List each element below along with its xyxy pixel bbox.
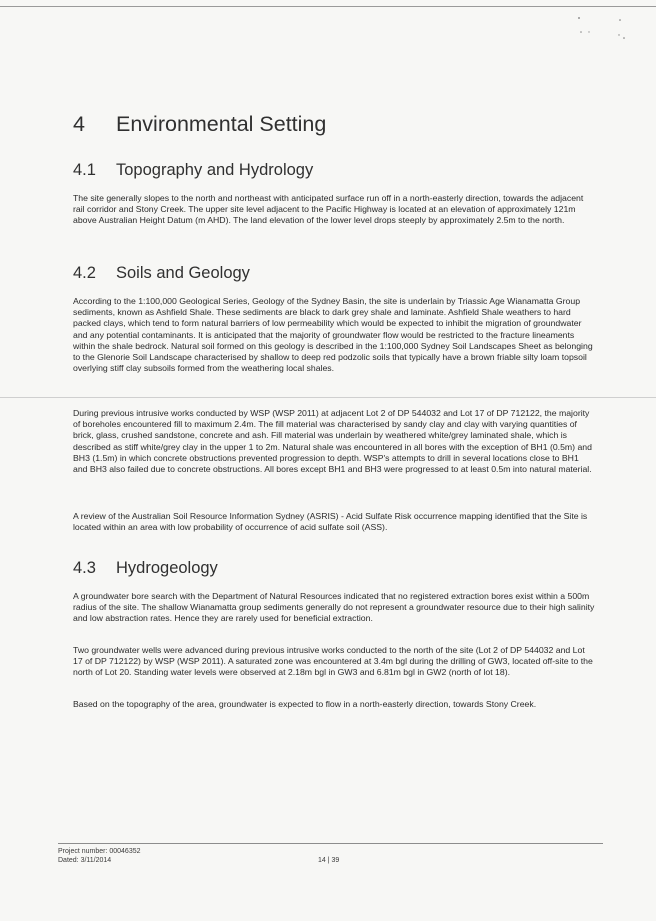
paragraph-topography: The site generally slopes to the north and northeast with anticipated surface run off in a north-easterly direction, towards the adjacent rail corridor and Stony Creek. The upper site level adjacent to the Pacific Highway is located at an elevation of approximately 121m above Australian Height Datum (m AHD). The land elevation of the lower level drops steeply by approximately 2.5m to the north.: [73, 193, 584, 226]
footer-info: [58, 847, 141, 865]
date-stamp: Dated: 3/11/2014: [58, 857, 112, 864]
section-number: 4.1: [73, 161, 96, 179]
paragraph-flow-direction: Based on the topography of the area, groundwater is expected to flow in a north-easterly direction, towards Stony Creek.: [73, 699, 537, 709]
section-number: 4.2: [73, 264, 96, 282]
paragraph-previous-works: During previous intrusive works conducted by WSP (WSP 2011) at adjacent Lot 2 of DP 544032 and Lot 17 of DP 712122, the majority of boreholes encountered fill to maximum 2.4m. The fill material was characterised by sandy clay and clay with varying quantities of brick, glass, crushed sandstone, concrete and ash. Fill material was underlain by weathered white/grey laminated shale, which is described as stiff white/grey clay in the upper 1 to 2m. Natural shale was encountered in all bores with the exception of BH1 (0.5m) and BH3 (1.5m) in which concrete obstructions prevented progression to depth. WSP's attempts to drill in several locations close to BH1 and BH3 also failed due to concrete obstructions. All bores except BH1 and BH3 were progressed to at least 0.5m into natural material.: [73, 408, 592, 475]
paragraph-acid-sulfate: A review of the Australian Soil Resource Information Sydney (ASRIS) - Acid Sulfate Risk occurrence mapping identified that the Site is located within an area with low probability of occurrence of acid sulfate soil (ASS).: [73, 511, 588, 533]
section-heading-4-1: [73, 161, 313, 180]
chapter-number: 4: [73, 112, 85, 136]
paragraph-bore-search: A groundwater bore search with the Department of Natural Resources indicated that no registered extraction bores exist within a 500m radius of the site. The shallow Wianamatta group sediments generally do not represent a groundwater resource due to their high salinity and low abstraction rates. Hence they are rarely used for beneficial extraction.: [73, 591, 595, 624]
section-title: Topography and Hydrology: [116, 161, 314, 179]
section-heading-4-2: [73, 264, 250, 283]
scan-artifact-marks: [575, 14, 635, 44]
footer-rule: [58, 843, 603, 844]
paragraph-geology: According to the 1:100,000 Geological Series, Geology of the Sydney Basin, the site is underlain by Triassic Age Wianamatta Group sediments, known as Ashfield Shale. These sediments are black to dark grey shale and laminate. Ashfield Shale weathers to hard packed clays, which tend to form natural barriers of low permeability which would be expected to inhibit the migration of groundwater and any potential contaminants. It is anticipated that the majority of groundwater flow would be restricted to the fracture lineaments within the shale bedrock. Natural soil formed on this geology is described in the 1:100,000 Sydney Soil Landscapes Sheet as belonging to the Glenorie Soil Landscape characterised by shallow to deep red podzolic soils that typically have a brown friable silty loam topsoil overlying stiff clay subsoils formed from the weathering local shales.: [73, 296, 593, 374]
scan-line: [0, 397, 656, 398]
chapter-title: Environmental Setting: [116, 112, 327, 136]
section-heading-4-3: [73, 559, 218, 578]
project-number: Project number: 00046352: [58, 848, 141, 855]
paragraph-groundwater-wells: Two groundwater wells were advanced during previous intrusive works conducted to the north of the site (Lot 2 of DP 544032 and Lot 17 of DP 712122) by WSP (WSP 2011). A saturated zone was encountered at 3.4m bgl during the drilling of GW3, located off-site to the north of Lot 20. Standing water levels were observed at 2.18m bgl in GW3 and 6.81m bgl in GW2 (north of lot 18).: [73, 645, 593, 678]
section-title: Hydrogeology: [116, 559, 218, 577]
section-number: 4.3: [73, 559, 96, 577]
top-rule: [0, 6, 656, 7]
chapter-heading: [73, 112, 326, 137]
section-title: Soils and Geology: [116, 264, 250, 282]
page-number: 14 | 39: [318, 857, 340, 864]
